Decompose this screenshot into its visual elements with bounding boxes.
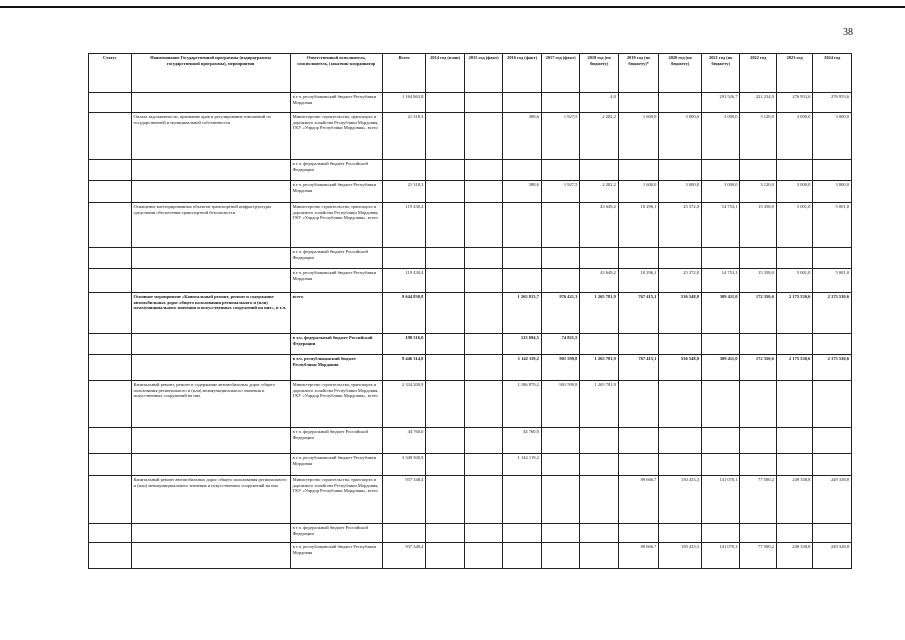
column-header: Всего: [382, 54, 426, 93]
amount-cell: [776, 248, 812, 269]
status-cell: [89, 428, 132, 454]
table-row: [89, 269, 852, 293]
amount-cell: 1 265 781,9: [580, 381, 619, 428]
amount-cell: 15 358,0: [740, 269, 776, 293]
amount-cell: 388,6: [503, 181, 542, 203]
amount-cell: 3 000,0: [659, 113, 702, 160]
amount-cell: 901 599,8: [541, 355, 580, 381]
amount-cell: 172 350,6: [740, 293, 776, 334]
amount-cell: [426, 428, 465, 454]
amount-cell: 1 265 781,9: [580, 355, 619, 381]
amount-cell: [580, 428, 619, 454]
amount-cell: [659, 334, 702, 355]
amount-cell: [541, 269, 580, 293]
amount-cell: [464, 293, 503, 334]
responsible-cell: в т.ч. республиканский бюджет Республики Мордовия: [290, 269, 382, 293]
amount-cell: [541, 203, 580, 248]
amount-cell: 536 548,0: [659, 293, 702, 334]
amount-cell: 10 296,1: [618, 203, 659, 248]
responsible-cell: в т.ч. федеральный бюджет Российской Федерации: [290, 524, 382, 543]
amount-cell: [580, 454, 619, 476]
amount-cell: [701, 381, 740, 428]
amount-cell: [580, 334, 619, 355]
amount-cell: [426, 269, 465, 293]
amount-cell: 123 694,5: [503, 334, 542, 355]
amount-cell: [813, 381, 852, 428]
amount-cell: 976 421,3: [541, 293, 580, 334]
status-cell: [89, 248, 132, 269]
amount-cell: 5 001,0: [776, 269, 812, 293]
amount-cell: [659, 93, 702, 113]
amount-cell: [776, 334, 812, 355]
amount-cell: 119 430,4: [382, 269, 426, 293]
responsible-cell: в т.ч. федеральный бюджет Российской Федерации: [290, 248, 382, 269]
amount-cell: 3 000,0: [813, 113, 852, 160]
amount-cell: 309 411,0: [701, 293, 740, 334]
table-row: [89, 476, 852, 524]
event-name-cell: Капитальный ремонт, ремонт и содержание автомобильных дорог общего пользования регионального и (или) межмуниципального значения и искусственных сооружений на них: [131, 381, 290, 428]
amount-cell: [701, 334, 740, 355]
amount-cell: 172 350,6: [740, 355, 776, 381]
amount-cell: [618, 160, 659, 181]
amount-cell: [503, 160, 542, 181]
amount-cell: 2 334 200,9: [382, 381, 426, 428]
event-name-cell: [131, 543, 290, 569]
amount-cell: 119 430,4: [382, 203, 426, 248]
event-name-cell: [131, 93, 290, 113]
event-name-cell: [131, 181, 290, 203]
amount-cell: [813, 454, 852, 476]
amount-cell: [503, 524, 542, 543]
amount-cell: [503, 543, 542, 569]
amount-cell: [701, 524, 740, 543]
amount-cell: 150 433,3: [659, 543, 702, 569]
amount-cell: [618, 248, 659, 269]
amount-cell: [426, 543, 465, 569]
amount-cell: [740, 248, 776, 269]
column-header: 2024 год: [813, 54, 852, 93]
table-row: [89, 203, 852, 248]
amount-cell: [464, 160, 503, 181]
column-header: 2015 год (факт): [464, 54, 503, 93]
event-name-cell: [131, 355, 290, 381]
amount-cell: 150 433,3: [659, 476, 702, 524]
amount-cell: 276 953,6: [776, 93, 812, 113]
amount-cell: 14 753,1: [701, 203, 740, 248]
responsible-cell: в т.ч. республиканский бюджет Республики Мордовия: [290, 93, 382, 113]
amount-cell: 2 175 530,6: [776, 293, 812, 334]
amount-cell: [618, 334, 659, 355]
amount-cell: [503, 248, 542, 269]
status-cell: [89, 524, 132, 543]
amount-cell: [464, 334, 503, 355]
amount-cell: 2 282,2: [580, 181, 619, 203]
table-row: [89, 381, 852, 428]
amount-cell: 3 000,0: [701, 113, 740, 160]
amount-cell: 25 372,0: [659, 203, 702, 248]
amount-cell: [701, 160, 740, 181]
amount-cell: [776, 524, 812, 543]
responsible-cell: Министерство строительства, транспорта и дорожного хозяйства Республики Мордовия, ГКУ «Упрдор Республики Мордовия», всего: [290, 381, 382, 428]
column-header: 2016 год (факт): [503, 54, 542, 93]
amount-cell: [464, 355, 503, 381]
amount-cell: 937 348,4: [382, 476, 426, 524]
amount-cell: 198 516,0: [382, 334, 426, 355]
status-cell: [89, 381, 132, 428]
column-header: 2022 год: [740, 54, 776, 93]
amount-cell: [426, 248, 465, 269]
amount-cell: 43 649,2: [580, 203, 619, 248]
amount-cell: [740, 160, 776, 181]
amount-cell: 1 600,0: [618, 181, 659, 203]
amount-cell: 249 338,8: [776, 543, 812, 569]
status-cell: [89, 113, 132, 160]
amount-cell: [426, 524, 465, 543]
column-header: Статус: [89, 54, 132, 93]
status-cell: [89, 269, 132, 293]
status-cell: [89, 181, 132, 203]
amount-cell: 141 070,1: [701, 543, 740, 569]
amount-cell: [659, 524, 702, 543]
amount-cell: 1 142 119,2: [503, 355, 542, 381]
amount-cell: [464, 524, 503, 543]
event-name-cell: [131, 524, 290, 543]
amount-cell: 21 318,3: [382, 181, 426, 203]
amount-cell: 291 526,7: [701, 93, 740, 113]
amount-cell: [382, 524, 426, 543]
amount-cell: [618, 428, 659, 454]
amount-cell: [426, 334, 465, 355]
amount-cell: 21 318,3: [382, 113, 426, 160]
amount-cell: [464, 476, 503, 524]
amount-cell: [659, 428, 702, 454]
amount-cell: [503, 203, 542, 248]
amount-cell: 1 927,5: [541, 181, 580, 203]
amount-cell: [426, 293, 465, 334]
amount-cell: [659, 454, 702, 476]
amount-cell: [701, 454, 740, 476]
table-row: [89, 93, 852, 113]
responsible-cell: всего: [290, 293, 382, 334]
column-header: 2019 год (по бюджету)*: [618, 54, 659, 93]
table-row: [89, 454, 852, 476]
amount-cell: [541, 428, 580, 454]
amount-cell: 141 070,1: [701, 476, 740, 524]
event-name-cell: [131, 269, 290, 293]
amount-cell: 3 000,0: [659, 181, 702, 203]
amount-cell: [464, 454, 503, 476]
amount-cell: [426, 160, 465, 181]
amount-cell: [813, 428, 852, 454]
event-name-cell: [131, 334, 290, 355]
amount-cell: [701, 248, 740, 269]
amount-cell: [580, 160, 619, 181]
amount-cell: 3 349 500,9: [382, 454, 426, 476]
amount-cell: 4,0: [580, 93, 619, 113]
amount-cell: [541, 476, 580, 524]
responsible-cell: в т.ч. республиканский бюджет Республики Мордовия: [290, 454, 382, 476]
status-cell: [89, 160, 132, 181]
amount-cell: [618, 454, 659, 476]
amount-cell: [740, 381, 776, 428]
amount-cell: 767 415,1: [618, 355, 659, 381]
amount-cell: 3 120,0: [740, 181, 776, 203]
amount-cell: 89 666,7: [618, 476, 659, 524]
amount-cell: 221 234,9: [740, 93, 776, 113]
amount-cell: 1 600,0: [618, 113, 659, 160]
column-header: 2021 год (по бюджету): [701, 54, 740, 93]
amount-cell: [776, 160, 812, 181]
column-header: 2018 год (по бюджету): [580, 54, 619, 93]
table-row: [89, 181, 852, 203]
amount-cell: 74 821,5: [541, 334, 580, 355]
amount-cell: [776, 454, 812, 476]
amount-cell: 5 001,0: [813, 269, 852, 293]
amount-cell: [541, 93, 580, 113]
amount-cell: [464, 428, 503, 454]
event-name-cell: [131, 248, 290, 269]
amount-cell: [813, 248, 852, 269]
amount-cell: 9 446 314,8: [382, 355, 426, 381]
status-cell: [89, 355, 132, 381]
amount-cell: [740, 428, 776, 454]
amount-cell: 1 927,5: [541, 113, 580, 160]
amount-cell: 388,6: [503, 113, 542, 160]
top-border-line: [0, 6, 905, 8]
amount-cell: 77 500,2: [740, 476, 776, 524]
amount-cell: [426, 381, 465, 428]
event-name-cell: [131, 160, 290, 181]
amount-cell: 89 666,7: [618, 543, 659, 569]
amount-cell: 77 500,2: [740, 543, 776, 569]
amount-cell: 536 548,0: [659, 355, 702, 381]
responsible-cell: в т.ч. республиканский бюджет Республики Мордовия: [290, 181, 382, 203]
amount-cell: [618, 524, 659, 543]
responsible-cell: в т.ч. республиканский бюджет Республики Мордовия: [290, 543, 382, 569]
amount-cell: [464, 381, 503, 428]
amount-cell: 1 265 813,7: [503, 293, 542, 334]
amount-cell: 5 001,0: [776, 203, 812, 248]
amount-cell: 2 175 530,6: [813, 293, 852, 334]
amount-cell: 10 296,1: [618, 269, 659, 293]
table-row: [89, 248, 852, 269]
amount-cell: [740, 334, 776, 355]
status-cell: [89, 334, 132, 355]
amount-cell: [541, 524, 580, 543]
amount-cell: [701, 428, 740, 454]
amount-cell: 15 358,0: [740, 203, 776, 248]
amount-cell: 5 001,0: [813, 203, 852, 248]
event-name-cell: [131, 428, 290, 454]
amount-cell: [503, 476, 542, 524]
amount-cell: 1 265 781,9: [580, 293, 619, 334]
amount-cell: [426, 93, 465, 113]
amount-cell: 43 649,2: [580, 269, 619, 293]
amount-cell: [464, 181, 503, 203]
amount-cell: [464, 269, 503, 293]
event-name-cell: [131, 454, 290, 476]
status-cell: [89, 476, 132, 524]
table-row: [89, 428, 852, 454]
amount-cell: 937 348,4: [382, 543, 426, 569]
amount-cell: 44 760,0: [503, 428, 542, 454]
amount-cell: [776, 381, 812, 428]
column-header: Ответственный исполнитель, соисполнитель, (заказчик-координатор: [290, 54, 382, 93]
budget-table: [88, 53, 852, 569]
status-cell: [89, 293, 132, 334]
amount-cell: [503, 93, 542, 113]
amount-cell: [659, 381, 702, 428]
event-name-cell: Оплата задолженности, признание прав и регулирование отношений по государственной и муниципальной собственности: [131, 113, 290, 160]
table-row: [89, 160, 852, 181]
amount-cell: [426, 181, 465, 203]
amount-cell: 44 760,0: [382, 428, 426, 454]
amount-cell: [426, 203, 465, 248]
table-row: [89, 524, 852, 543]
amount-cell: 276 953,6: [813, 93, 852, 113]
amount-cell: [580, 476, 619, 524]
amount-cell: 309 411,0: [701, 355, 740, 381]
amount-cell: 2 282,2: [580, 113, 619, 160]
amount-cell: [464, 203, 503, 248]
amount-cell: [464, 248, 503, 269]
responsible-cell: в т.ч. республиканский бюджет Республики Мордовия: [290, 355, 382, 381]
amount-cell: 2 175 530,6: [776, 355, 812, 381]
responsible-cell: Министерство строительства, транспорта и дорожного хозяйства Республики Мордовия, ГКУ «Упрдор Республики Мордовия», всего: [290, 476, 382, 524]
responsible-cell: Министерство строительства, транспорта и дорожного хозяйства Республики Мордовия, ГКУ «Упрдор Республики Мордовия», всего: [290, 113, 382, 160]
amount-cell: 249 338,8: [776, 476, 812, 524]
table-row: [89, 543, 852, 569]
table-row: [89, 113, 852, 160]
amount-cell: [382, 248, 426, 269]
amount-cell: 1 164 863,8: [382, 93, 426, 113]
amount-cell: 901 599,8: [541, 381, 580, 428]
amount-cell: [776, 428, 812, 454]
table-header-row: [89, 54, 852, 93]
amount-cell: [580, 524, 619, 543]
amount-cell: [541, 248, 580, 269]
amount-cell: [813, 524, 852, 543]
amount-cell: [580, 543, 619, 569]
responsible-cell: Министерство строительства, транспорта и дорожного хозяйства Республики Мордовия, ГКУ «Упрдор Республики Мордовия», всего: [290, 203, 382, 248]
amount-cell: 14 753,1: [701, 269, 740, 293]
amount-cell: 3 000,0: [813, 181, 852, 203]
page-number: 38: [843, 27, 853, 38]
amount-cell: 25 372,0: [659, 269, 702, 293]
status-cell: [89, 203, 132, 248]
amount-cell: [541, 454, 580, 476]
amount-cell: 3 120,0: [740, 113, 776, 160]
responsible-cell: в т.ч. федеральный бюджет Российской Федерации: [290, 334, 382, 355]
amount-cell: 2 175 530,6: [813, 355, 852, 381]
status-cell: [89, 93, 132, 113]
status-cell: [89, 454, 132, 476]
amount-cell: [813, 160, 852, 181]
amount-cell: [426, 113, 465, 160]
amount-cell: [813, 334, 852, 355]
status-cell: [89, 543, 132, 569]
table-row: [89, 355, 852, 381]
column-header: 2017 год (факт): [541, 54, 580, 93]
amount-cell: [464, 93, 503, 113]
responsible-cell: в т.ч. федеральный бюджет Российской Федерации: [290, 428, 382, 454]
amount-cell: 1 142 119,2: [503, 454, 542, 476]
event-name-cell: Оснащение категорированных объектов транспортной инфраструктуры средствами обеспечения транспортной безопасности: [131, 203, 290, 248]
amount-cell: [503, 269, 542, 293]
amount-cell: [464, 543, 503, 569]
amount-cell: 3 000,0: [701, 181, 740, 203]
amount-cell: [426, 355, 465, 381]
event-name-cell: Основное мероприятие «Капитальный ремонт, ремонт и содержание автомобильных дорог общего пользования регионального и (или) межмуниципального значения и искусственных сооружений на них», в т.ч.: [131, 293, 290, 334]
amount-cell: [382, 160, 426, 181]
amount-cell: [541, 160, 580, 181]
amount-cell: [541, 543, 580, 569]
event-name-cell: Капитальный ремонт автомобильных дорог общего пользования регионального и (или) межмуниципального значения и искусственных сооружений на них: [131, 476, 290, 524]
amount-cell: [618, 93, 659, 113]
amount-cell: [618, 381, 659, 428]
amount-cell: 249 328,8: [813, 543, 852, 569]
amount-cell: 249 338,8: [813, 476, 852, 524]
amount-cell: [464, 113, 503, 160]
table-row: [89, 334, 852, 355]
responsible-cell: в т.ч. федеральный бюджет Российской Федерации: [290, 160, 382, 181]
amount-cell: 3 000,0: [776, 113, 812, 160]
amount-cell: 767 415,1: [618, 293, 659, 334]
amount-cell: [740, 454, 776, 476]
amount-cell: [426, 454, 465, 476]
column-header: Наименование Государственной программы (подпрограммы государственной программы), мероприятия: [131, 54, 290, 93]
amount-cell: [580, 248, 619, 269]
column-header: 2020 год (по бюджету): [659, 54, 702, 93]
amount-cell: 3 000,0: [776, 181, 812, 203]
column-header: 2014 год (план): [426, 54, 465, 93]
amount-cell: [426, 476, 465, 524]
table-row: [89, 293, 852, 334]
amount-cell: [740, 524, 776, 543]
amount-cell: 9 644 830,8: [382, 293, 426, 334]
amount-cell: 1 186 879,2: [503, 381, 542, 428]
column-header: 2023 год: [776, 54, 812, 93]
amount-cell: [659, 160, 702, 181]
amount-cell: [659, 248, 702, 269]
